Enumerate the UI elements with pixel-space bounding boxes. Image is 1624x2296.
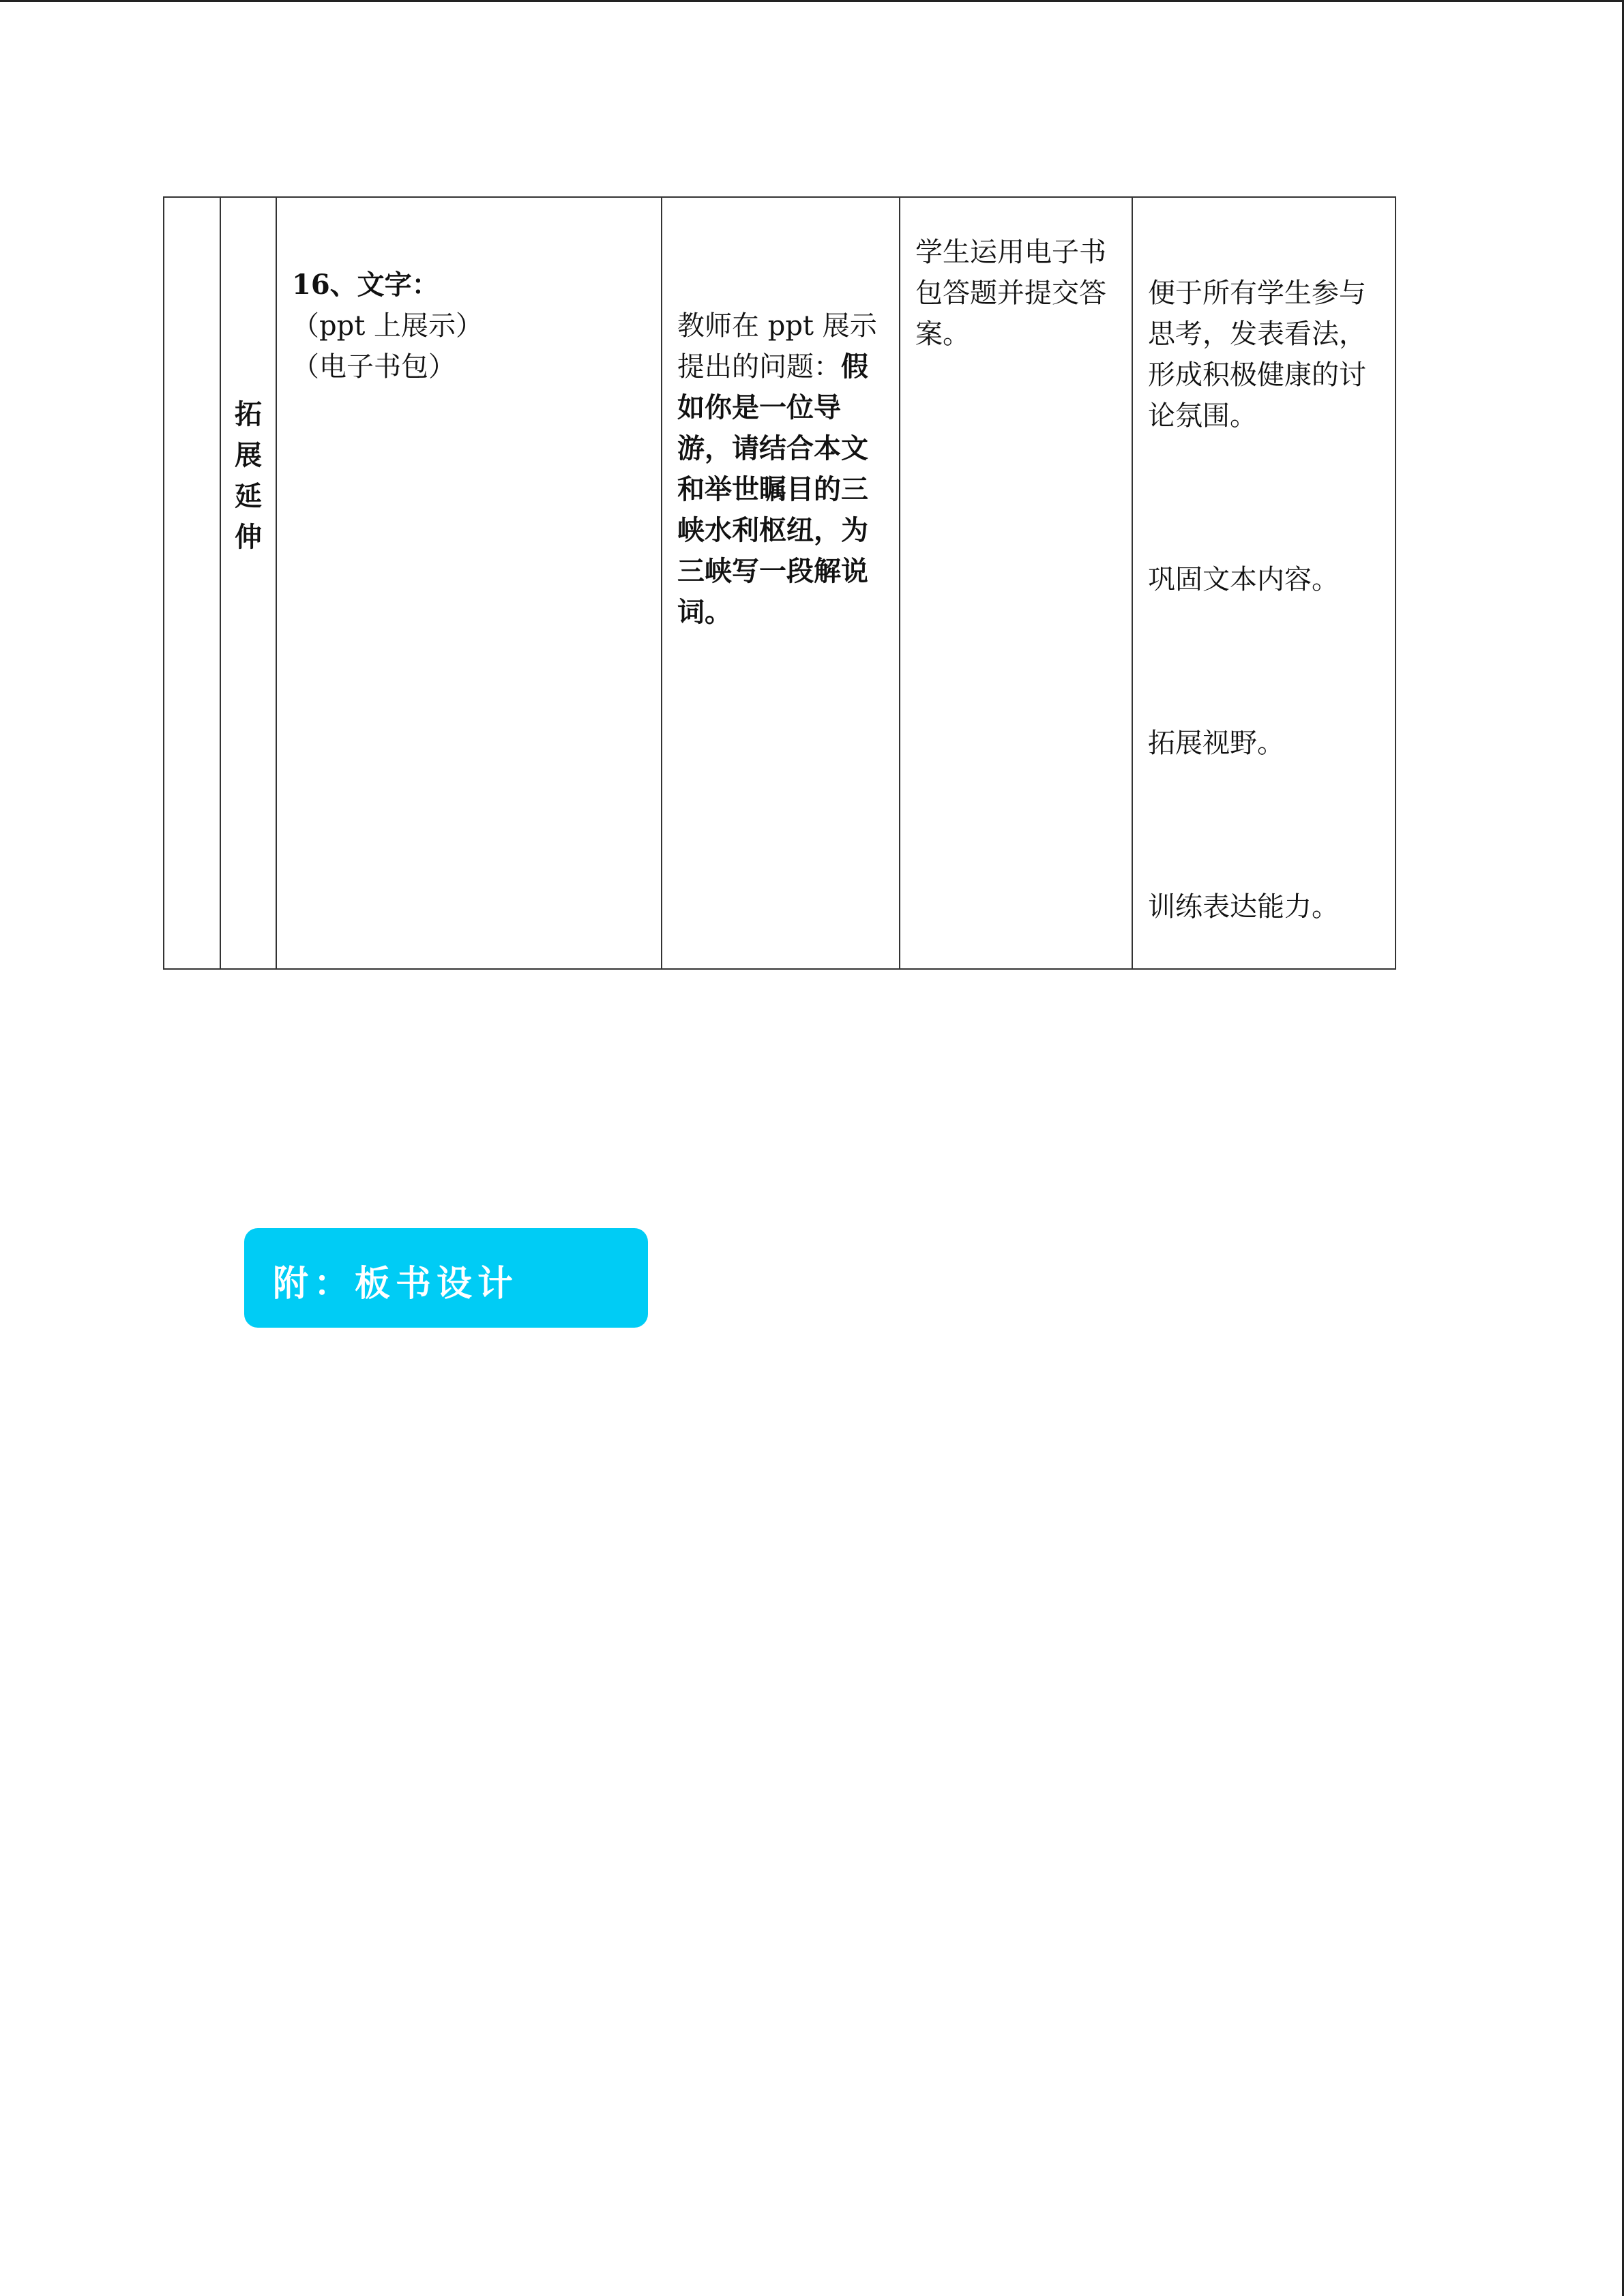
- table-row: [164, 197, 1396, 969]
- content-line-ebag: （电子书包）: [292, 351, 456, 383]
- design-intent-text: [1133, 232, 1395, 968]
- board-design-banner: [244, 1228, 648, 1328]
- design-intent-cell: [1132, 197, 1396, 969]
- content-title: 16、文字：: [292, 269, 439, 301]
- intent-consolidate: 巩固文本内容。: [1148, 564, 1339, 595]
- board-design-label: 附：板书设计: [273, 1262, 519, 1304]
- lesson-plan-table: [163, 196, 1396, 970]
- teacher-activity-cell: [662, 197, 900, 969]
- intent-expression: 训练表达能力。: [1148, 891, 1339, 923]
- teacher-activity-text: [662, 305, 899, 633]
- teacher-activity-question: 假如你是一位导游，请结合本文和举世瞩目的三峡水利枢纽，为三峡写一段解说词。: [677, 351, 868, 628]
- intent-broaden: 拓展视野。: [1148, 728, 1284, 759]
- stage-cell: [220, 197, 276, 969]
- teacher-activity-plain: 教师在 ppt 展示提出的问题：: [677, 310, 877, 383]
- stage-label: 拓展延伸: [235, 399, 262, 553]
- page-top-edge: [0, 0, 1624, 2]
- student-activity-text: 学生运用电子书包答题并提交答案。: [915, 237, 1106, 350]
- content-cell: [276, 197, 662, 969]
- student-activity-cell: [900, 197, 1132, 969]
- content-line-ppt: （ppt 上展示）: [292, 310, 483, 342]
- empty-lead-cell: [164, 197, 220, 969]
- intent-participation: 便于所有学生参与思考，发表看法，形成积极健康的讨论氛围。: [1148, 278, 1366, 432]
